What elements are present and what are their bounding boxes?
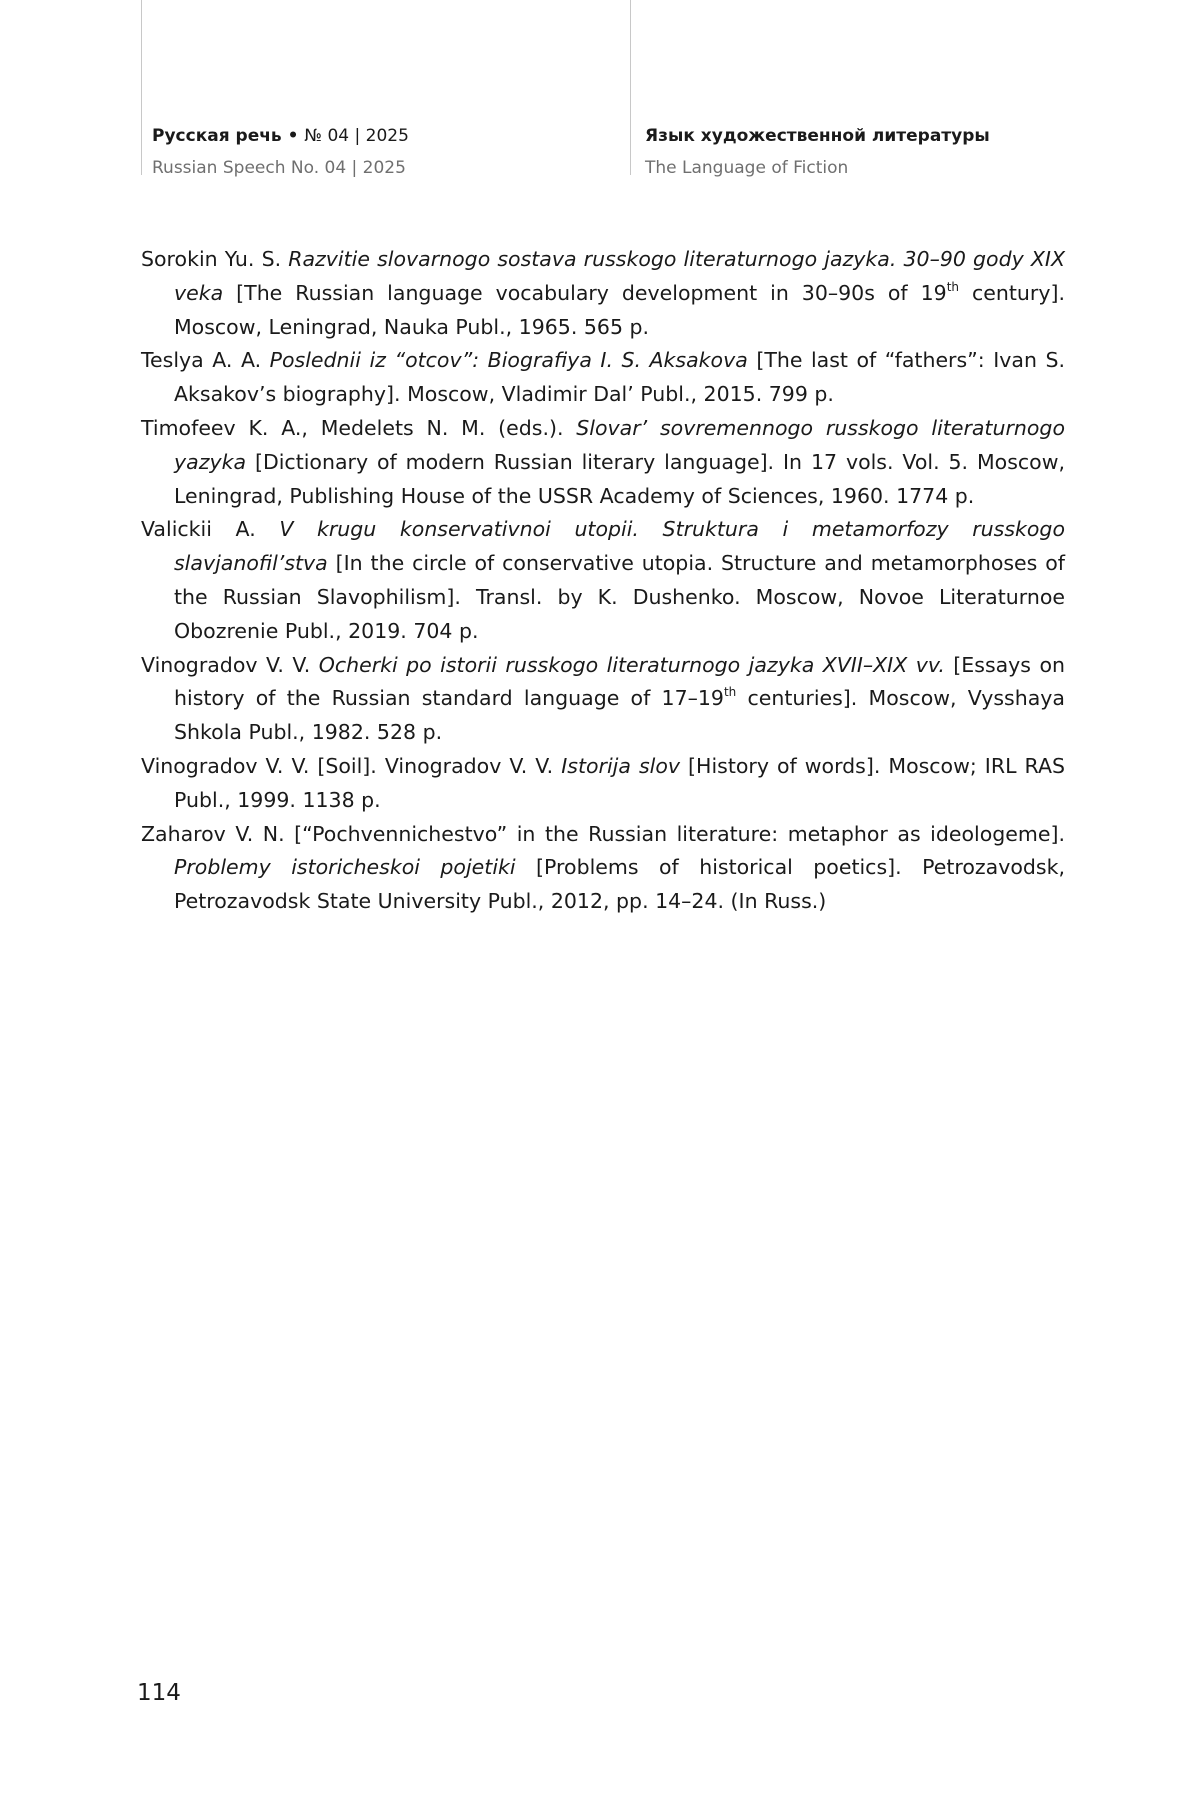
journal-title-en: Russian Speech No. 04 | 2025	[152, 158, 406, 178]
reference-entry: Timofeev K. A., Medelets N. M. (eds.). Slovar’ sovremennogo russkogo literaturnogo yazyka [Dictionary of modern Russian literary language]. In 17 vols. Vol. 5. Moscow, Leningrad, Publishing House of the USSR Academy of Sciences, 1960. 1774 p.	[141, 415, 1065, 508]
reference-list	[141, 243, 1065, 919]
reference-entry: Vinogradov V. V. Ocherki po istorii russkogo literaturnogo jazyka XVII–XIX vv. [Essays on history of the Russian standard language of 17–19th centuries]. Moscow, Vysshaya Shkola Publ., 1982. 528 p.	[141, 652, 1065, 745]
reference-entry: Zaharov V. N. [“Pochvennichestvo” in the Russian literature: metaphor as ideologeme]. Problemy istoricheskoi pojetiki [Problems of historical poetics]. Petrozavodsk, Petrozavodsk State University Publ., 2012, pp. 14–24. (In Russ.)	[141, 821, 1065, 914]
page-number: 114	[137, 1680, 181, 1706]
reference-entry: Vinogradov V. V. [Soil]. Vinogradov V. V. Istorija slov [History of words]. Moscow; IRL RAS Publ., 1999. 1138 p.	[141, 753, 1065, 812]
running-header-journal	[152, 120, 409, 184]
reference-entry: Valickii A. V krugu konservativnoi utopii. Struktura i metamorfozy russkogo slavjanofil’stva [In the circle of conservative utopia. Structure and metamorphoses of the Russian Slavophilism]. Transl. by K. Dushenko. Moscow, Novoe Literaturnoe Obozrenie Publ., 2019. 704 p.	[141, 517, 1065, 643]
reference-entry: Teslya A. A. Poslednii iz “otcov”: Biografiya I. S. Aksakova [The last of “fathers”: Ivan S. Aksakov’s biography]. Moscow, Vladimir Dal’ Publ., 2015. 799 p.	[141, 348, 1065, 407]
header-rule-left	[141, 0, 142, 175]
section-title-ru: Язык художественной литературы	[645, 126, 990, 146]
header-rule-middle	[630, 0, 631, 175]
running-header-section	[645, 120, 990, 184]
journal-title-ru: Русская речь • № 04 | 2025	[152, 126, 409, 146]
reference-entry: Sorokin Yu. S. Razvitie slovarnogo sostava russkogo literaturnogo jazyka. 30–90 gody XIX veka [The Russian language vocabulary development in 30–90s of 19th century]. Moscow, Leningrad, Nauka Publ., 1965. 565 p.	[141, 247, 1065, 339]
section-title-en: The Language of Fiction	[645, 158, 849, 178]
